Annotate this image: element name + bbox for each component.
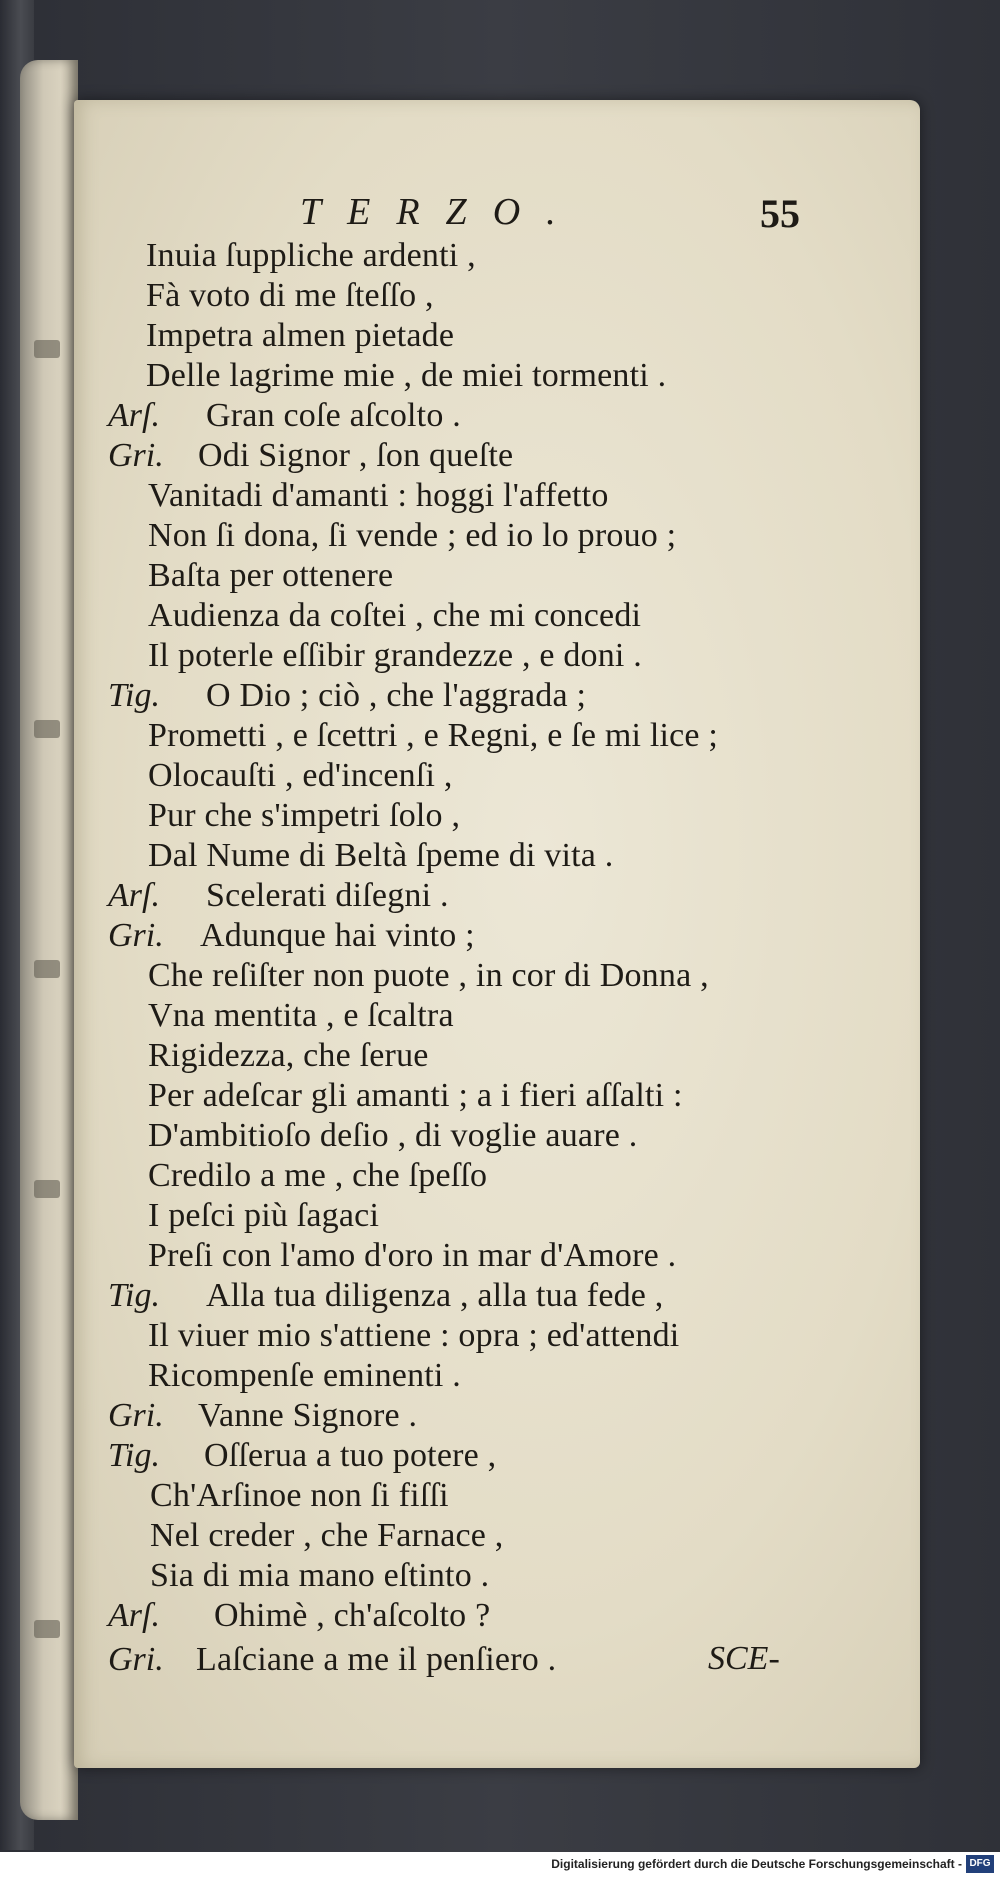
dfg-logo-icon: DFG — [966, 1855, 994, 1873]
speaker-label: Tig. — [108, 1437, 160, 1474]
bleed-through-mark — [34, 1180, 60, 1198]
line-text: Il poterle eſſibir grandezze , e doni . — [148, 637, 642, 674]
catchword: SCE- — [708, 1640, 780, 1677]
bleed-through-mark — [34, 720, 60, 738]
line-text: Sia di mia mano eſtinto . — [150, 1557, 490, 1594]
speaker-label: Gri. — [108, 917, 164, 954]
speaker-label: Tig. — [108, 677, 160, 714]
line-text: I peſci più ſagaci — [148, 1197, 380, 1234]
line-text: Inuia ſuppliche ardenti , — [146, 237, 476, 274]
adjacent-page-edge — [20, 60, 78, 1820]
page-number: 55 — [760, 191, 800, 236]
line-text: Oſſerua a tuo potere , — [204, 1437, 497, 1474]
bleed-through-mark — [34, 960, 60, 978]
line-text: Vanitadi d'amanti : hoggi l'affetto — [148, 477, 609, 514]
line-text: Delle lagrime mie , de miei tormenti . — [146, 357, 667, 394]
speaker-label: Gri. — [108, 1641, 164, 1678]
line-text: Alla tua diligenza , alla tua fede , — [206, 1277, 664, 1314]
line-text: Non ſi dona, ſi vende ; ed io lo prouo ; — [148, 517, 677, 554]
line-text: Pur che s'impetri ſolo , — [148, 797, 461, 834]
line-text: Preſi con l'amo d'oro in mar d'Amore . — [148, 1237, 677, 1274]
line-text: Dal Nume di Beltà ſpeme di vita . — [148, 837, 614, 874]
line-text: Nel creder , che Farnace , — [150, 1517, 504, 1554]
bleed-through-mark — [34, 340, 60, 358]
line-text: Ch'Arſinoe non ſi fiſſi — [150, 1477, 449, 1514]
line-text: Laſciane a me il penſiero . — [196, 1641, 557, 1678]
line-text: Vna mentita , e ſcaltra — [148, 997, 454, 1034]
line-text: Odi Signor , ſon queſte — [198, 437, 514, 474]
funding-credit: Digitalisierung gefördert durch die Deutsche Forschungsgemeinschaft - — [551, 1857, 962, 1871]
line-text: Il viuer mio s'attiene : opra ; ed'attendi — [148, 1317, 680, 1354]
speaker-label: Arſ. — [108, 877, 160, 914]
line-text: Scelerati diſegni . — [206, 877, 449, 914]
line-text: Impetra almen pietade — [146, 317, 455, 354]
speaker-label: Arſ. — [108, 1597, 160, 1634]
line-text: D'ambitioſo deſio , di voglie auare . — [148, 1117, 638, 1154]
line-text: Credilo a me , che ſpeſſo — [148, 1157, 488, 1194]
speaker-label: Arſ. — [108, 397, 160, 434]
line-text: Che reſiſter non puote , in cor di Donna , — [148, 957, 709, 994]
line-text: Adunque hai vinto ; — [200, 917, 475, 954]
bleed-through-mark — [34, 1620, 60, 1638]
speaker-label: Gri. — [108, 437, 164, 474]
line-text: Prometti , e ſcettri , e Regni, e ſe mi lice ; — [148, 717, 719, 754]
line-text: Ricompenſe eminenti . — [148, 1357, 461, 1394]
line-text: Per adeſcar gli amanti ; a i fieri aſſalti : — [148, 1077, 683, 1114]
line-text: Olocauſti , ed'incenſi , — [148, 757, 453, 794]
footer-bar — [0, 1852, 1000, 1878]
line-text: Audienza da coſtei , che mi concedi — [148, 597, 642, 634]
line-text: Ohimè , ch'aſcolto ? — [214, 1597, 491, 1634]
line-text: Gran coſe aſcolto . — [206, 397, 461, 434]
speaker-label: Gri. — [108, 1397, 164, 1434]
line-text: Vanne Signore . — [198, 1397, 418, 1434]
line-text: Fà voto di me ſteſſo , — [146, 277, 434, 314]
speaker-label: Tig. — [108, 1277, 160, 1314]
running-head: TERZO. — [300, 191, 582, 233]
line-text: O Dio ; ciò , che l'aggrada ; — [206, 677, 587, 714]
line-text: Baſta per ottenere — [148, 557, 394, 594]
line-text: Rigidezza, che ſerue — [148, 1037, 429, 1074]
